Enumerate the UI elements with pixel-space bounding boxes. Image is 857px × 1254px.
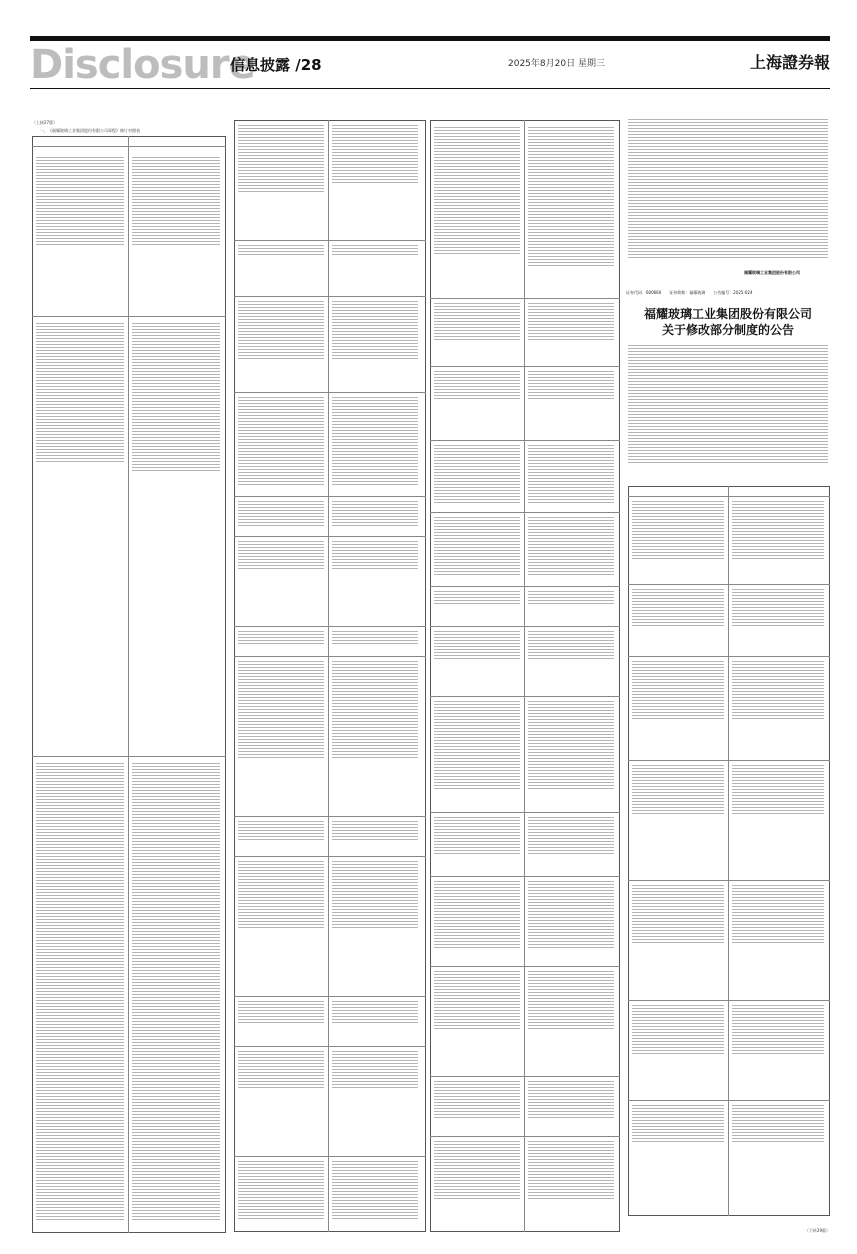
row-rule: [628, 1000, 830, 1001]
announcement-body: [628, 344, 828, 464]
brand-logo: Disclosure: [30, 42, 255, 88]
text-block: [36, 322, 124, 462]
text-block: [732, 1104, 824, 1144]
announcement-title: [626, 306, 830, 338]
text-block: [434, 880, 520, 950]
text-block: [732, 660, 824, 720]
row-rule: [430, 1076, 620, 1077]
row-rule: [430, 1136, 620, 1137]
text-block: [332, 1160, 418, 1220]
text-block: [434, 370, 520, 400]
text-block: [434, 126, 520, 256]
text-block: [434, 970, 520, 1030]
row-rule: [234, 240, 426, 241]
row-rule: [628, 760, 830, 761]
text-block: [528, 302, 614, 342]
text-block: [238, 630, 324, 644]
text-block: [238, 1160, 324, 1220]
text-block: [528, 630, 614, 660]
masthead: [30, 44, 830, 86]
table-divider: [728, 486, 729, 1216]
text-block: [238, 300, 324, 360]
text-block: [332, 1050, 418, 1090]
text-block: [732, 588, 824, 628]
text-block: [238, 124, 324, 194]
text-block: [528, 1140, 614, 1200]
text-block: [132, 322, 220, 472]
text-block: [238, 244, 324, 256]
row-rule: [234, 816, 426, 817]
text-block: [528, 444, 614, 504]
text-block: [732, 1004, 824, 1054]
column-1: [30, 116, 227, 1214]
text-block: [332, 500, 418, 528]
row-rule: [234, 536, 426, 537]
row-rule: [234, 656, 426, 657]
text-block: [528, 816, 614, 856]
text-block: [632, 1004, 724, 1054]
text-block: [528, 590, 614, 604]
row-rule: [430, 366, 620, 367]
row-rule: [234, 496, 426, 497]
row-rule: [234, 996, 426, 997]
text-block: [528, 970, 614, 1030]
text-block: [632, 884, 724, 944]
text-block: [332, 1000, 418, 1024]
table-header-rule: [628, 496, 830, 497]
row-rule: [430, 298, 620, 299]
column-2: [232, 116, 425, 1214]
issue-date: 2025年8月20日 星期三: [508, 59, 605, 69]
text-block: [238, 396, 324, 486]
table-divider: [128, 136, 129, 1233]
title-line-2: 关于修改部分制度的公告: [661, 323, 794, 337]
title-line-1: 福耀玻璃工业集团股份有限公司: [643, 307, 812, 321]
text-block: [528, 1080, 614, 1120]
text-block: [732, 764, 824, 814]
text-block: [238, 500, 324, 528]
newspaper-name: 上海證券報: [749, 53, 830, 72]
section-title: 信息披露 /28: [230, 56, 322, 74]
text-block: [632, 764, 724, 814]
row-rule: [234, 1046, 426, 1047]
text-block: [434, 302, 520, 342]
text-block: [434, 630, 520, 660]
header-rule: [30, 88, 830, 89]
continued-label: （上接27版）: [32, 120, 58, 125]
row-rule: [430, 696, 620, 697]
text-block: [332, 300, 418, 360]
continued-next-label: （下转29版）: [804, 1228, 830, 1233]
text-block: [528, 516, 614, 576]
row-rule: [234, 296, 426, 297]
row-rule: [430, 812, 620, 813]
row-rule: [430, 626, 620, 627]
row-rule: [234, 626, 426, 627]
text-block: [36, 762, 124, 1222]
announcement-code-line: 证券代码：600660 证券简称：福耀玻璃 公告编号：2025-024: [626, 290, 753, 295]
top-rule: [30, 36, 830, 41]
text-block: [434, 516, 520, 576]
row-rule: [430, 876, 620, 877]
text-block: [238, 540, 324, 570]
text-block: [332, 540, 418, 570]
text-block: [238, 1000, 324, 1024]
text-block: [632, 660, 724, 720]
text-block: [528, 370, 614, 400]
text-block: [434, 1140, 520, 1200]
row-rule: [234, 1156, 426, 1157]
text-block: [332, 820, 418, 842]
text-block: [434, 700, 520, 790]
row-rule: [628, 1100, 830, 1101]
table-divider: [328, 120, 329, 1232]
text-block: [434, 1080, 520, 1120]
text-block: [238, 1050, 324, 1090]
table-caption: 一、《福耀玻璃工业集团股份有限公司章程》修订对照表: [40, 128, 140, 133]
text-block: [332, 124, 418, 184]
text-block: [36, 156, 124, 246]
text-block: [632, 1104, 724, 1144]
text-block: [632, 500, 724, 560]
text-block: [332, 860, 418, 930]
row-rule: [430, 586, 620, 587]
row-rule: [628, 880, 830, 881]
text-block: [528, 126, 614, 266]
text-block: [238, 860, 324, 930]
row-rule: [430, 512, 620, 513]
text-block: [628, 118, 828, 258]
text-block: [332, 660, 418, 760]
text-block: [434, 816, 520, 856]
text-block: [132, 156, 220, 246]
text-block: [732, 500, 824, 560]
text-block: [238, 660, 324, 760]
text-block: [732, 884, 824, 944]
text-block: [434, 590, 520, 604]
text-block: [632, 588, 724, 628]
row-rule: [234, 856, 426, 857]
row-rule: [628, 656, 830, 657]
comparison-table: [430, 120, 620, 1232]
text-block: [332, 244, 418, 256]
text-block: [132, 762, 220, 1222]
text-block: [238, 820, 324, 842]
text-block: [332, 630, 418, 644]
text-block: [528, 880, 614, 950]
text-block: [332, 396, 418, 486]
column-3: [428, 116, 620, 1214]
text-block: [434, 444, 520, 504]
text-block: [528, 700, 614, 790]
table-divider: [524, 120, 525, 1232]
row-rule: [234, 392, 426, 393]
company-signature: 福耀玻璃工业集团股份有限公司: [744, 270, 800, 275]
row-rule: [430, 966, 620, 967]
row-rule: [430, 440, 620, 441]
row-rule: [32, 756, 226, 757]
row-rule: [32, 316, 226, 317]
table-header-rule: [32, 146, 226, 147]
row-rule: [628, 584, 830, 585]
